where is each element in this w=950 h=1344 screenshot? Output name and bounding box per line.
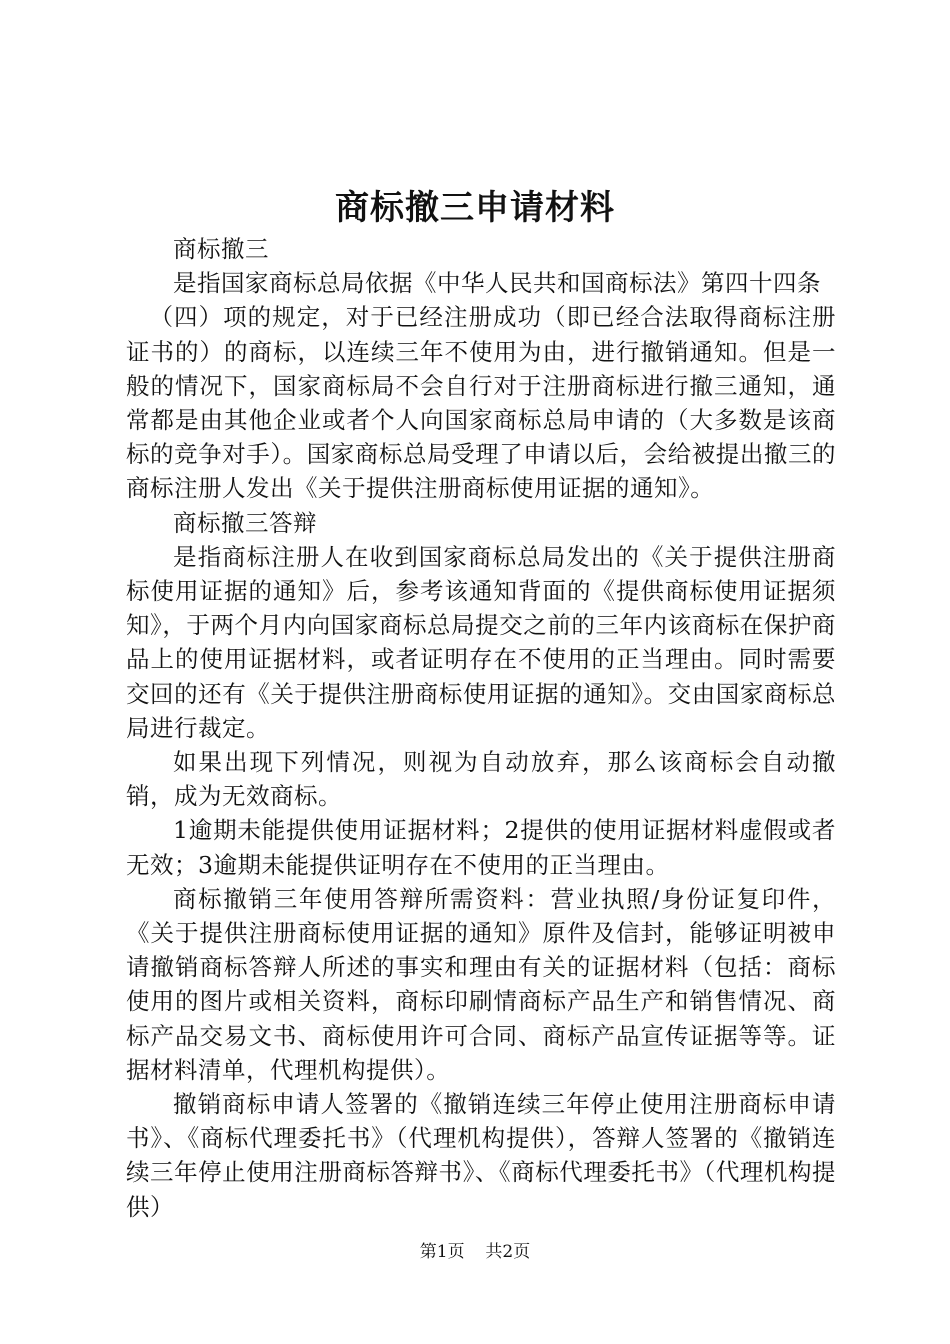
paragraph: 是指商标注册人在收到国家商标总局发出的《关于提供注册商标使用证据的通知》后，参考该通知背面的《提供商标使用证据须知》，于两个月内向国家商标总局提交之前的三年内该商标在保护商品上的使用证据材料，或者证明存在不使用的正当理由。同时需要交回的还有《关于提供注册商标使用证据的通知》。交由国家商标总局进行裁定。: [126, 542, 836, 742]
page-footer: [0, 1240, 950, 1264]
paragraph-heading-2: 商标撤三答辩: [173, 508, 317, 537]
paragraph-list: 1逾期未能提供使用证据材料；2提供的使用证据材料虚假或者无效；3逾期未能提供证明存在不使用的正当理由。: [126, 816, 836, 879]
paragraph: （四）项的规定，对于已经注册成功（即已经合法取得商标注册证书的）的商标，以连续三年不使用为由，进行撤销通知。但是一般的情况下，国家商标局不会自行对于注册商标进行撤三通知，通常都是由其他企业或者个人向国家商标总局申请的（大多数是该商标的竞争对手）。国家商标总局受理了申请以后，会给被提出撤三的商标注册人发出《关于提供注册商标使用证据的通知》。: [126, 303, 836, 503]
paragraph-heading-1: 商标撤三: [173, 235, 269, 263]
paragraph: 撤销商标申请人签署的《撤销连续三年停止使用注册商标申请书》、《商标代理委托书》（代理机构提供），答辩人签署的《撤销连续三年停止使用注册商标答辩书》、《商标代理委托书》（代理机构提供）: [126, 1090, 836, 1221]
document-body: [126, 232, 836, 1224]
document-title: 商标撤三申请材料: [335, 188, 615, 228]
paragraph: 是指国家商标总局依据《中华人民共和国商标法》第四十四条: [173, 269, 821, 298]
page-total: 共2页: [485, 1242, 531, 1262]
paragraph: 商标撤销三年使用答辩所需资料：营业执照/身份证复印件，《关于提供注册商标使用证据的通知》原件及信封，能够证明被申请撤销商标答辩人所述的事实和理由有关的证据材料（包括：商标使用的图片或相关资料，商标印刷情商标产品生产和销售情况、商标产品交易文书、商标使用许可合同、商标产品宣传证据等等。证据材料清单，代理机构提供）。: [126, 884, 836, 1084]
paragraph: 如果出现下列情况，则视为自动放弃，那么该商标会自动撤销，成为无效商标。: [126, 748, 836, 811]
page-number: 第1页: [419, 1242, 465, 1262]
